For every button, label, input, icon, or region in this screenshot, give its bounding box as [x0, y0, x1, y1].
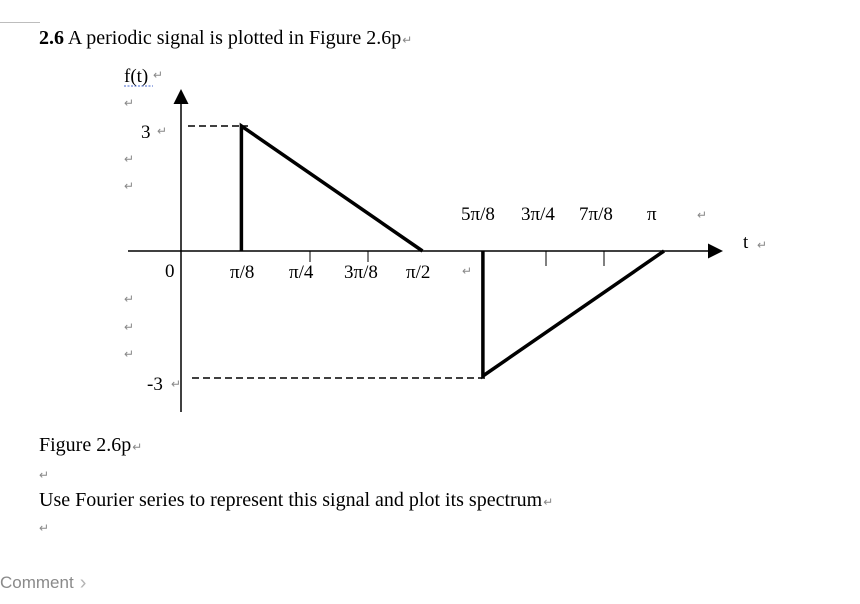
signal-segment-2	[483, 251, 664, 376]
y-tick-3: 3	[141, 122, 151, 143]
x-tick-label: π/4	[289, 262, 314, 283]
svg-text:↵: ↵	[757, 238, 768, 252]
comment-button[interactable]	[0, 572, 86, 595]
x-tick-label: π/8	[230, 262, 255, 283]
svg-text:↵: ↵	[124, 292, 135, 306]
x-tick-label: π/2	[406, 262, 431, 283]
x-tick-label: π	[647, 204, 657, 225]
problem-statement: 2.6 A periodic signal is plotted in Figure 2.6p↵	[39, 27, 413, 49]
y-tick-minus3: -3	[147, 374, 163, 395]
svg-text:↵: ↵	[124, 179, 135, 193]
x-tick-label: 3π/8	[344, 262, 378, 283]
origin-label: 0	[165, 261, 175, 282]
svg-text:↵: ↵	[171, 377, 182, 391]
svg-text:↵: ↵	[462, 264, 473, 278]
comment-label: Comment	[0, 573, 74, 592]
svg-text:↵: ↵	[124, 96, 135, 110]
x-tick-label: 5π/8	[461, 204, 495, 225]
signal-segment-1	[241, 126, 422, 251]
svg-text:↵: ↵	[157, 124, 168, 138]
chevron-right-icon: ›	[79, 572, 87, 594]
x-axis-label: t	[743, 232, 749, 253]
x-tick-label: 7π/8	[579, 204, 613, 225]
figure-caption: Figure 2.6p↵	[39, 434, 143, 456]
paragraph-marks	[124, 68, 767, 391]
svg-text:↵: ↵	[153, 68, 164, 82]
y-axis-label: f(t)	[124, 66, 149, 87]
x-tick-label: 3π/4	[521, 204, 555, 225]
problem-number: 2.6	[39, 27, 64, 49]
svg-text:↵: ↵	[124, 320, 135, 334]
svg-text:↵: ↵	[697, 208, 708, 222]
svg-text:↵: ↵	[124, 347, 135, 361]
paragraph-mark: ↵	[39, 468, 50, 482]
instruction-text: Use Fourier series to represent this signal and plot its spectrum↵	[39, 489, 554, 511]
svg-text:↵: ↵	[124, 152, 135, 166]
problem-text: A periodic signal is plotted in Figure 2.6p	[67, 27, 402, 49]
paragraph-mark: ↵	[39, 521, 50, 535]
